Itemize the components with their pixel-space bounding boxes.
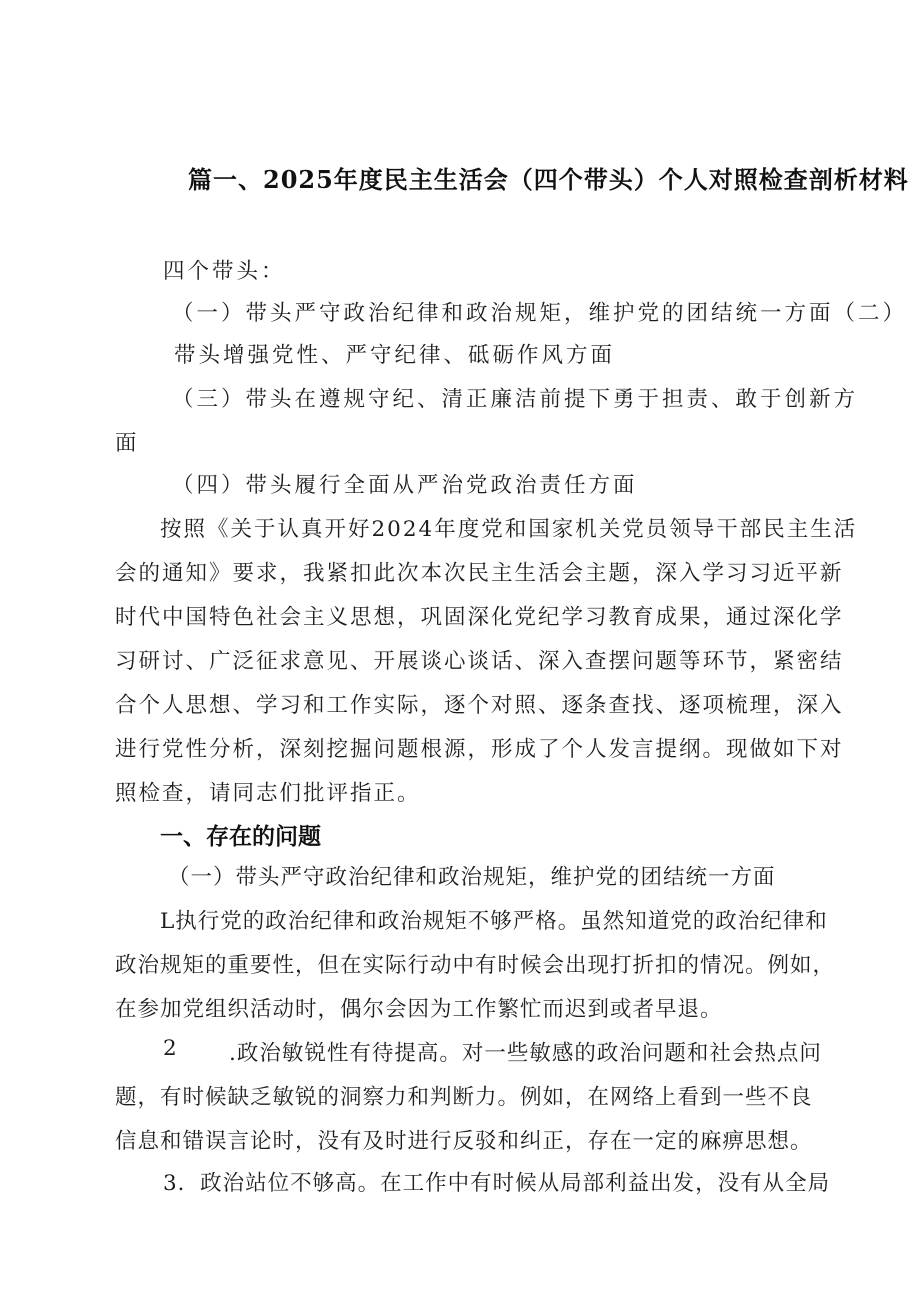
item2-line: 信息和错误言论时，没有及时进行反驳和纠正，存在一定的麻痹思想。 <box>115 1129 813 1154</box>
preface-line: 会的通知》要求，我紧扣此次本次民主生活会主题，深入学习习近平新 <box>115 561 844 586</box>
document-title: 篇一、2025年度民主生活会（四个带头）个人对照检查剖析材料 <box>188 165 909 194</box>
point-line: 面 <box>115 431 140 456</box>
preface-line: 按照《关于认真开好2024年度党和国家机关党员领导干部民主生活 <box>160 517 858 542</box>
preface-line: 进行党性分析，深刻挖掘问题根源，形成了个人发言提纲。现做如下对 <box>115 737 844 762</box>
section-heading: 一、存在的问题 <box>160 823 321 850</box>
item1-line: L执行党的政治纪律和政治规矩不够严格。虽然知道党的政治纪律和 <box>160 909 828 934</box>
point-line: （三）带头在遵规守纪、清正廉洁前提下勇于担责、敢于创新方 <box>172 387 859 412</box>
item1-line: 政治规矩的重要性，但在实际行动中有时候会出现打折扣的情况。例如， <box>115 953 836 978</box>
preface-line: 习研讨、广泛征求意见、开展谈心谈话、深入查摆问题等环节，紧密结 <box>115 649 844 674</box>
preface-line: 合个人思想、学习和工作实际，逐个对照、逐条查找、逐项梳理，深入 <box>115 693 844 718</box>
point-line: 带头增强党性、严守纪律、砥砺作风方面 <box>174 343 616 368</box>
item2-line: .政治敏锐性有待提高。对一些敏感的政治问题和社会热点问 <box>229 1041 822 1066</box>
preface-line: 照检查，请同志们批评指正。 <box>115 781 421 806</box>
item2-number: 2 <box>163 1036 177 1061</box>
point-line: （四）带头履行全面从严治党政治责任方面 <box>172 473 638 498</box>
subsection-heading: （一）带头严守政治纪律和政治规矩，维护党的团结统一方面 <box>168 865 776 890</box>
item1-line: 在参加党组织活动时，偶尔会因为工作繁忙而迟到或者早退。 <box>115 997 723 1022</box>
item2-line: 题，有时候缺乏敏锐的洞察力和判断力。例如，在网络上看到一些不良 <box>115 1085 813 1110</box>
point-line: （一）带头严守政治纪律和政治规矩，维护党的团结统一方面（二） <box>172 301 908 326</box>
item3-line: 3．政治站位不够高。在工作中有时候从局部利益出发，没有从全局 <box>163 1171 831 1196</box>
intro-label: 四个带头： <box>163 259 286 284</box>
preface-line: 时代中国特色社会主义思想，巩固深化党纪学习教育成果，通过深化学 <box>115 605 844 630</box>
